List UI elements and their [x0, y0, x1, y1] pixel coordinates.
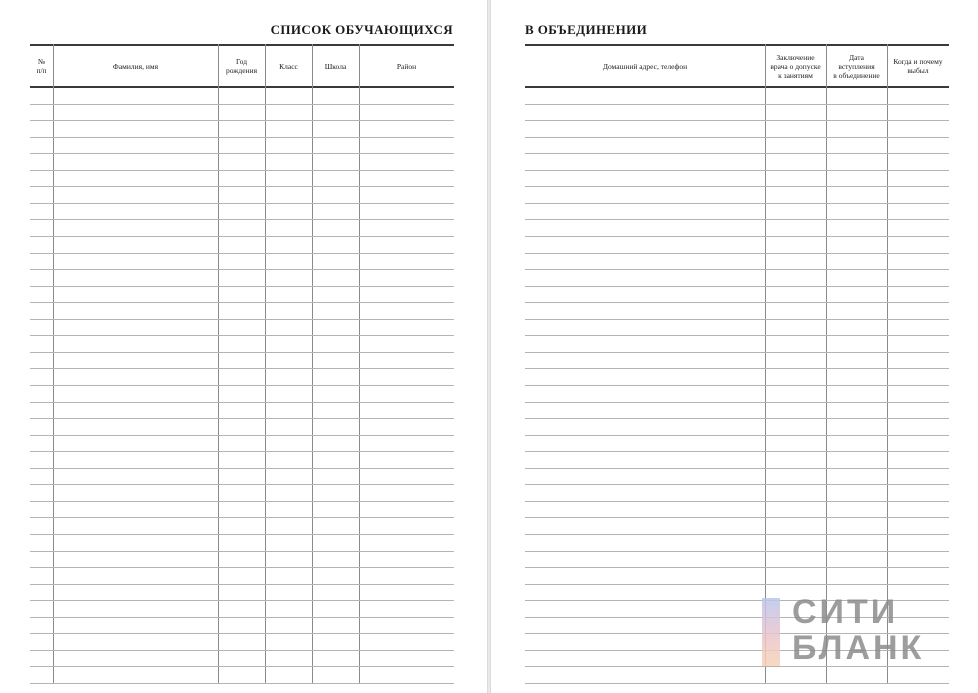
- table-row-rule: [525, 484, 949, 485]
- table-row-rule: [525, 335, 949, 336]
- table-row-rule: [30, 203, 454, 204]
- table-header-rule: [525, 86, 949, 88]
- table-row-rule: [525, 683, 949, 684]
- column-divider: [765, 44, 766, 684]
- watermark-gradient-bar: [762, 598, 780, 666]
- table-row-rule: [525, 120, 949, 121]
- table-row-rule: [525, 451, 949, 452]
- table-row-rule: [30, 666, 454, 667]
- table-row-rule: [525, 368, 949, 369]
- citiblank-watermark: [760, 593, 960, 668]
- table-row-rule: [525, 219, 949, 220]
- table-row-rule: [525, 286, 949, 287]
- table-row-rule: [525, 269, 949, 270]
- table-row-rule: [30, 551, 454, 552]
- table-row-rule: [525, 418, 949, 419]
- table-row-rule: [525, 385, 949, 386]
- table-row-rule: [30, 617, 454, 618]
- right-page: [491, 0, 978, 693]
- col-header-school: Школа: [324, 61, 347, 71]
- table-row-rule: [30, 253, 454, 254]
- left-page: [0, 0, 487, 693]
- table-row-rule: [30, 368, 454, 369]
- table-row-rule: [30, 683, 454, 684]
- table-row-rule: [525, 104, 949, 105]
- right-page-title: В ОБЪЕДИНЕНИИ: [525, 22, 648, 37]
- column-divider: [265, 44, 266, 684]
- table-row-rule: [30, 584, 454, 585]
- col-header-district: Район: [396, 61, 417, 71]
- column-divider: [53, 44, 54, 684]
- table-row-rule: [30, 534, 454, 535]
- table-row-rule: [525, 253, 949, 254]
- table-header-rule: [30, 86, 454, 88]
- watermark-line-1: СИТИ: [792, 593, 899, 631]
- col-header-name: Фамилия, имя: [112, 61, 159, 71]
- table-row-rule: [525, 352, 949, 353]
- table-row-rule: [525, 584, 949, 585]
- table-row-rule: [30, 484, 454, 485]
- table-row-rule: [525, 468, 949, 469]
- col-header-left-reason: Когда и почему выбыл: [893, 57, 943, 75]
- table-row-rule: [30, 435, 454, 436]
- table-row-rule: [525, 170, 949, 171]
- table-row-rule: [30, 451, 454, 452]
- column-divider: [826, 44, 827, 684]
- table-row-rule: [525, 567, 949, 568]
- students-table-left: [30, 44, 454, 684]
- table-row-rule: [30, 236, 454, 237]
- table-row-rule: [30, 170, 454, 171]
- table-row-rule: [525, 534, 949, 535]
- column-divider: [887, 44, 888, 684]
- table-row-rule: [30, 501, 454, 502]
- table-row-rule: [30, 402, 454, 403]
- col-header-number: № п/п: [36, 57, 47, 75]
- table-row-rule: [30, 153, 454, 154]
- table-row-rule: [30, 567, 454, 568]
- table-row-rule: [525, 551, 949, 552]
- table-row-rule: [525, 137, 949, 138]
- left-page-title: СПИСОК ОБУЧАЮЩИХСЯ: [270, 22, 453, 37]
- table-row-rule: [525, 435, 949, 436]
- table-row-rule: [30, 650, 454, 651]
- table-row-rule: [30, 186, 454, 187]
- table-row-rule: [30, 335, 454, 336]
- watermark-line-2: БЛАНК: [792, 629, 925, 667]
- column-divider: [312, 44, 313, 684]
- table-row-rule: [30, 269, 454, 270]
- table-row-rule: [30, 219, 454, 220]
- table-row-rule: [30, 517, 454, 518]
- table-row-rule: [525, 517, 949, 518]
- table-row-rule: [30, 633, 454, 634]
- table-row-rule: [525, 402, 949, 403]
- table-row-rule: [30, 600, 454, 601]
- table-row-rule: [30, 286, 454, 287]
- col-header-doctor-conclusion: Заключение врача о допуске к занятиям: [770, 52, 821, 80]
- col-header-address: Домашний адрес, телефон: [602, 61, 688, 71]
- table-row-rule: [30, 385, 454, 386]
- col-header-class: Класс: [279, 61, 298, 71]
- table-row-rule: [525, 186, 949, 187]
- table-row-rule: [30, 468, 454, 469]
- table-row-rule: [30, 352, 454, 353]
- table-row-rule: [30, 120, 454, 121]
- column-divider: [218, 44, 219, 684]
- table-row-rule: [525, 203, 949, 204]
- column-divider: [359, 44, 360, 684]
- table-row-rule: [525, 302, 949, 303]
- col-header-join-date: Дата вступления в объединение: [833, 52, 880, 80]
- table-row-rule: [30, 137, 454, 138]
- table-row-rule: [525, 236, 949, 237]
- table-row-rule: [30, 104, 454, 105]
- table-row-rule: [525, 153, 949, 154]
- students-table-right: [525, 44, 949, 684]
- table-row-rule: [30, 302, 454, 303]
- table-row-rule: [30, 418, 454, 419]
- col-header-birth-year: Год рождения: [225, 57, 258, 75]
- table-row-rule: [525, 501, 949, 502]
- table-row-rule: [30, 319, 454, 320]
- table-row-rule: [525, 319, 949, 320]
